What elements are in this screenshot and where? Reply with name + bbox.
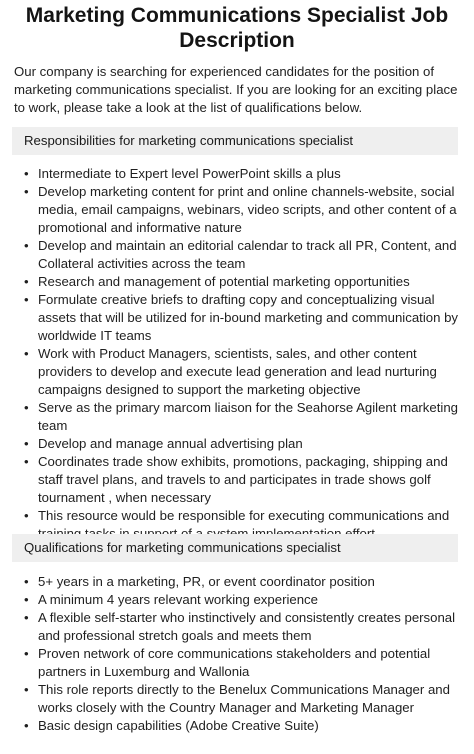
bullet-icon: • — [24, 184, 29, 199]
list-item-text: Develop marketing content for print and online channels-website, social media, email campaigns, webinars, video scripts, and other content of a promotional and informative nature — [38, 184, 457, 235]
list-item-text: Research and management of potential marketing opportunities — [38, 274, 410, 289]
list-item — [22, 237, 462, 273]
list-item-text: 5+ years in a marketing, PR, or event coordinator position — [38, 574, 375, 589]
bullet-icon: • — [24, 238, 29, 253]
page-title: Marketing Communications Specialist Job Description — [25, 4, 449, 52]
bullet-icon: • — [24, 274, 29, 289]
list-item — [22, 345, 462, 399]
list-item-text: Develop and maintain an editorial calendar to track all PR, Content, and Collateral activities across the team — [38, 238, 457, 271]
bullet-icon: • — [24, 166, 29, 181]
list-item-text: Work with Product Managers, scientists, sales, and other content providers to develop and execute lead generation and lead nurturing campaigns designed to support the marketing objective — [38, 346, 437, 397]
list-item-text: This resource would be responsible for executing communications and — [38, 508, 450, 523]
list-item-text: A minimum 4 years relevant working experience — [38, 592, 318, 607]
bullet-icon: • — [24, 646, 29, 661]
list-item-text: Intermediate to Expert level PowerPoint skills a plus — [38, 166, 341, 181]
bullet-icon: • — [24, 454, 29, 469]
list-item — [22, 273, 462, 291]
qualifications-heading: Qualifications for marketing communications specialist — [12, 534, 458, 562]
list-item — [22, 399, 462, 435]
list-item-text: This role reports directly to the Benelux Communications Manager and works closely with the Country Manager and Marketing Manager — [38, 682, 450, 715]
list-item — [22, 591, 462, 609]
list-item — [22, 609, 462, 645]
bullet-icon: • — [24, 574, 29, 589]
bullet-icon: • — [24, 718, 29, 733]
bullet-icon: • — [24, 682, 29, 697]
list-item-text: A flexible self-starter who instinctively and consistently creates personal and professional stretch goals and meets them — [38, 610, 456, 643]
bullet-icon: • — [24, 610, 29, 625]
list-item-text: Basic design capabilities (Adobe Creative Suite) — [38, 718, 319, 733]
bullet-icon: • — [24, 292, 29, 307]
list-item-text: Serve as the primary marcom liaison for the Seahorse Agilent marketing team — [38, 400, 458, 433]
bullet-icon: • — [24, 592, 29, 607]
bullet-icon: • — [24, 400, 29, 415]
list-item — [22, 573, 462, 591]
bullet-icon: • — [24, 508, 29, 523]
list-item-text: Coordinates trade show exhibits, promotions, packaging, shipping and staff travel plans, and travels to and participates in trade shows golf tournament , when necessary — [38, 454, 448, 505]
list-item — [22, 165, 462, 183]
responsibilities-heading: Responsibilities for marketing communications specialist — [12, 127, 458, 155]
list-item — [22, 435, 462, 453]
list-item-text: Formulate creative briefs to drafting copy and conceptualizing visual assets that will be utilized for in-bound marketing and communication by worldwide IT teams — [38, 292, 459, 343]
bullet-icon: • — [24, 436, 29, 451]
list-item — [22, 717, 462, 735]
list-item — [22, 183, 462, 237]
list-item — [22, 681, 462, 717]
list-item — [22, 453, 462, 507]
qualifications-list — [22, 573, 462, 735]
list-item — [22, 645, 462, 681]
responsibilities-list — [22, 165, 462, 543]
bullet-icon: • — [24, 346, 29, 361]
list-item — [22, 291, 462, 345]
list-item-text: Develop and manage annual advertising plan — [38, 436, 303, 451]
list-item-text: Proven network of core communications stakeholders and potential partners in Luxemburg and Wallonia — [38, 646, 431, 679]
intro-paragraph: Our company is searching for experienced candidates for the position of marketing communications specialist. If you are looking for an exciting place to work, please take a look at the list of qualifications below. — [14, 64, 458, 115]
